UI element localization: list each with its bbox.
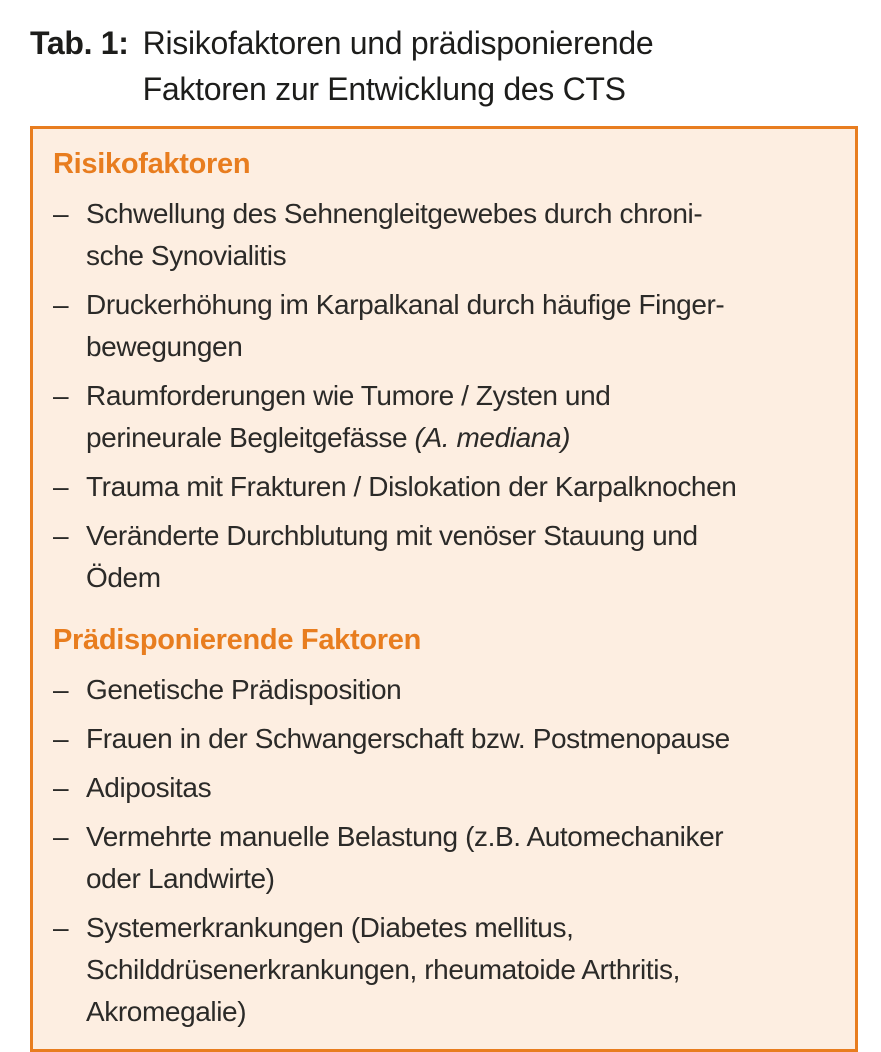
factor-item-text: Genetische Prädisposition (86, 674, 402, 705)
bullet-dash: – (53, 912, 69, 943)
factors-panel (30, 126, 858, 1052)
bullet-dash: – (53, 821, 69, 852)
factor-section (53, 143, 835, 599)
factor-item (53, 515, 835, 599)
bullet-dash: – (53, 289, 69, 320)
bullet-dash: – (53, 772, 69, 803)
factor-item (53, 907, 835, 1033)
section-heading: Prädisponierende Faktoren (53, 624, 421, 656)
factor-item (53, 816, 835, 900)
section-heading: Risikofaktoren (53, 148, 251, 180)
caption-text (143, 20, 654, 112)
caption-line1: Risikofaktoren und prädisponierende (142, 25, 654, 61)
bullet-dash: – (53, 198, 69, 229)
factor-item-text: Druckerhöhung im Karpalkanal durch häufige Finger- bewegungen (86, 289, 725, 362)
caption-line2: Faktoren zur Entwicklung des CTS (142, 71, 626, 107)
factor-item-text: Veränderte Durchblutung mit venöser Stauung und Ödem (86, 520, 698, 593)
factor-item (53, 375, 835, 459)
factor-item (53, 193, 835, 277)
bullet-dash: – (53, 471, 69, 502)
factor-item (53, 466, 835, 508)
factor-list (53, 669, 835, 1033)
factor-item-text: Systemerkrankungen (Diabetes mellitus, Schilddrüsenerkrankungen, rheumatoide Arthritis, Akromegalie) (86, 912, 681, 1027)
factor-item-text: Frauen in der Schwangerschaft bzw. Postmenopause (86, 723, 730, 754)
factor-item-text: Adipositas (86, 772, 212, 803)
factor-item (53, 284, 835, 368)
factor-item (53, 767, 835, 809)
factor-item-text: Trauma mit Frakturen / Dislokation der Karpalknochen (86, 471, 737, 502)
factor-list (53, 193, 835, 599)
factor-item (53, 718, 835, 760)
factor-item (53, 669, 835, 711)
bullet-dash: – (53, 723, 69, 754)
factor-item-text: Vermehrte manuelle Belastung (z.B. Automechaniker oder Landwirte) (86, 821, 724, 894)
bullet-dash: – (53, 674, 69, 705)
bullet-dash: – (53, 380, 69, 411)
bullet-dash: – (53, 520, 69, 551)
factor-item-text: Raumforderungen wie Tumore / Zysten und perineurale Begleitgefässe (A. mediana) (86, 380, 611, 453)
table-caption (30, 20, 858, 112)
factor-item-text: Schwellung des Sehnengleitgewebes durch chroni- sche Synovialitis (86, 198, 703, 271)
factor-section (53, 619, 835, 1033)
caption-label: Tab. 1: (30, 25, 129, 61)
